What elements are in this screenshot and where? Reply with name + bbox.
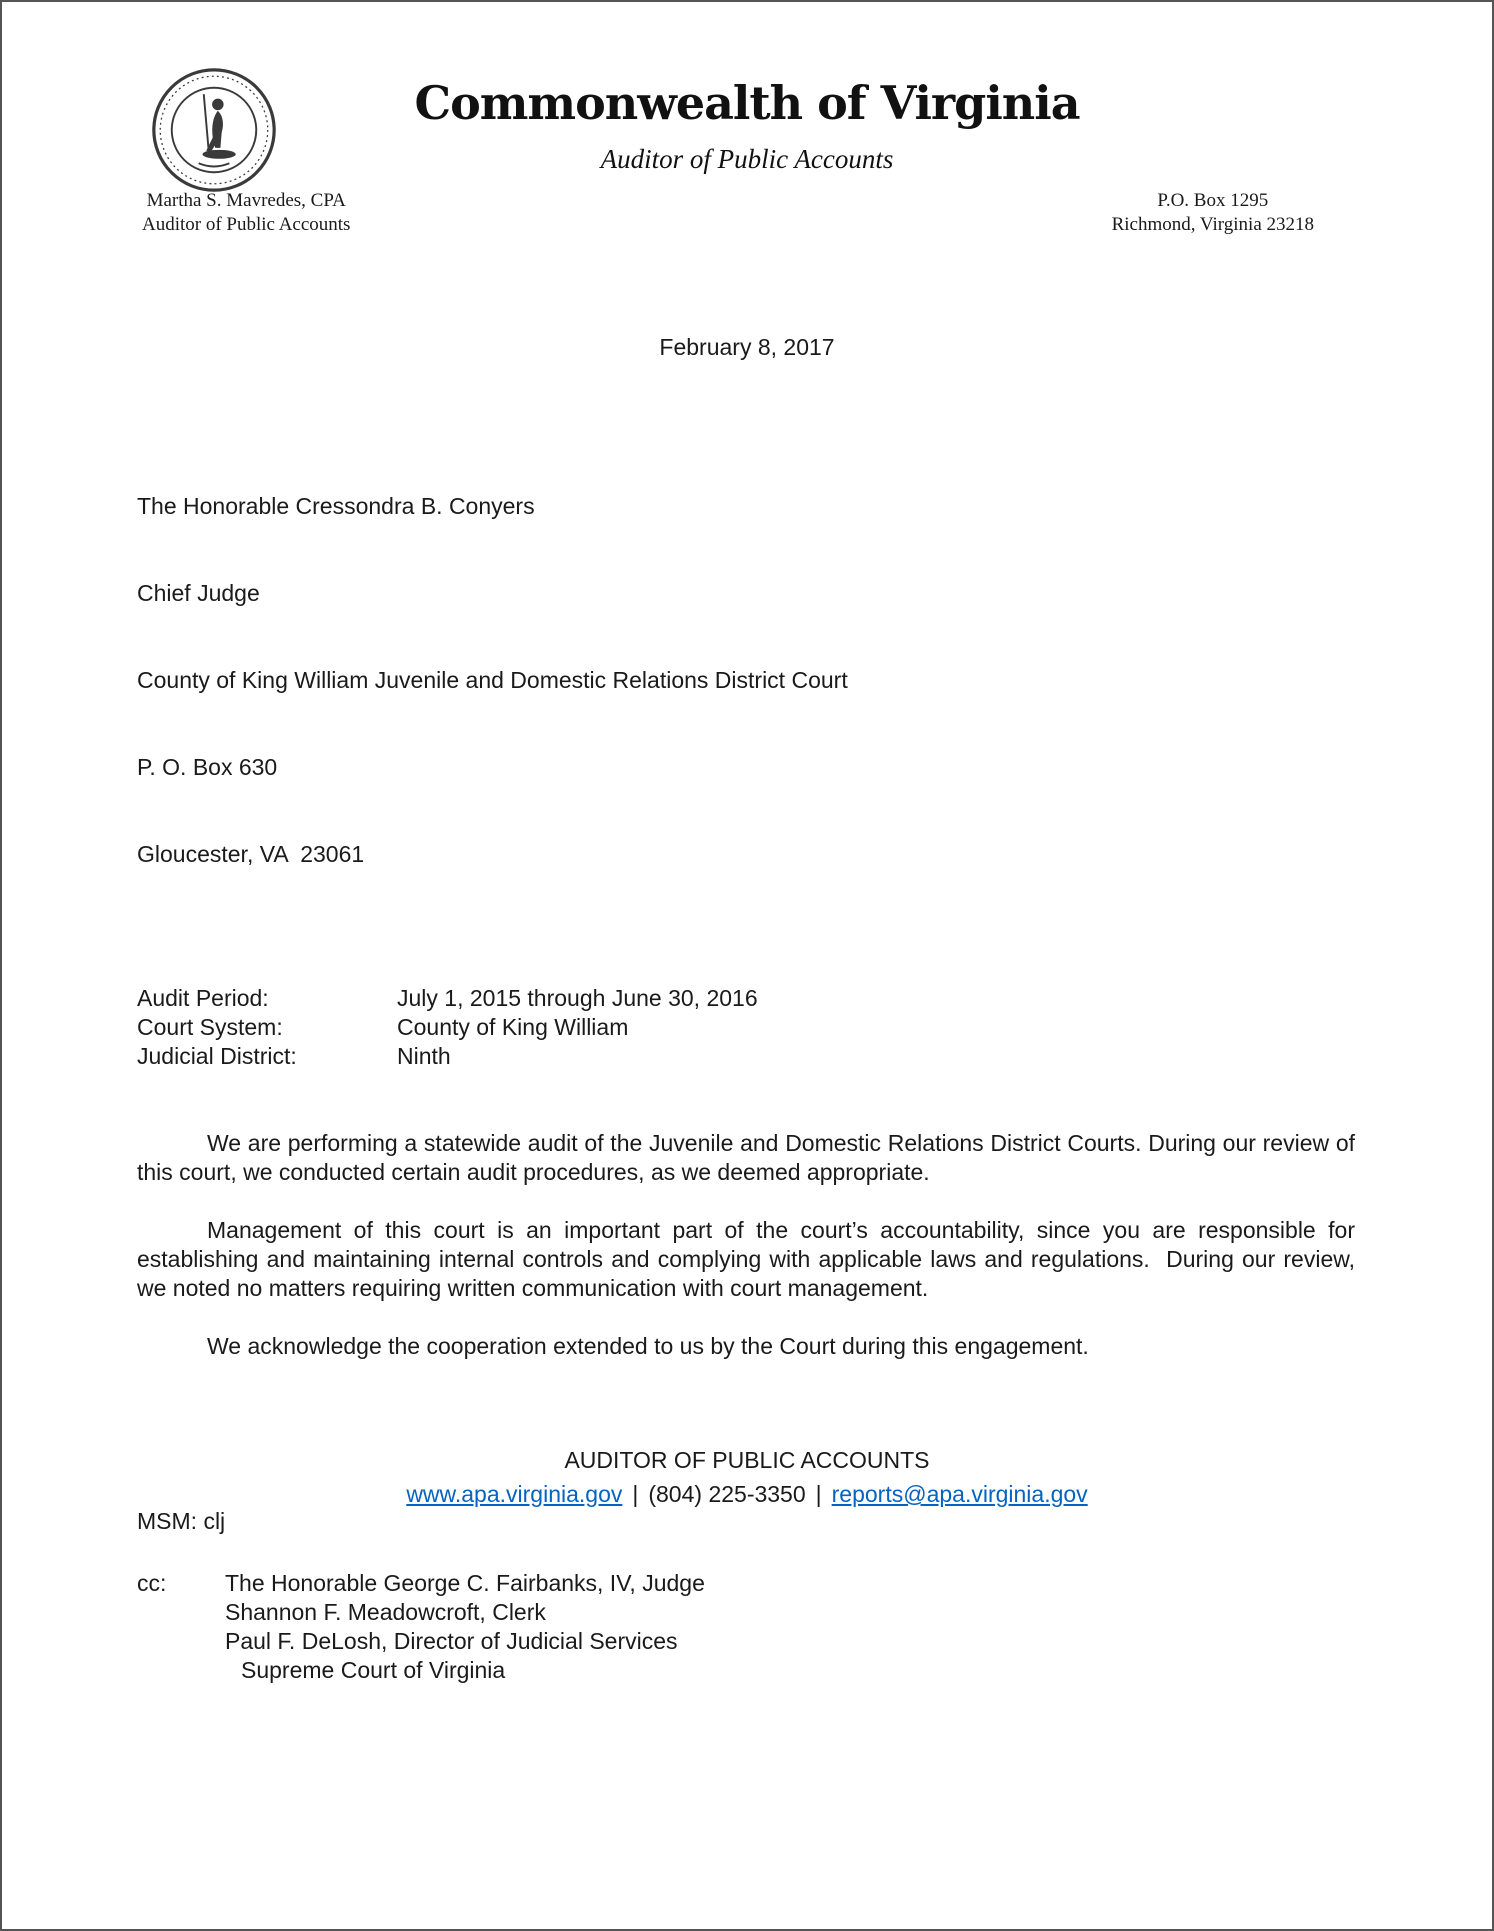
office-address [1112,189,1314,237]
footer-email-link[interactable]: reports@apa.virginia.gov [831,1481,1088,1507]
cc-name-clerk: Shannon F. Meadowcroft, Clerk [225,1599,546,1625]
address-city: Richmond, Virginia 23218 [1111,214,1314,235]
recipient-court: County of King William Juvenile and Domestic Relations District Court [137,667,848,693]
footer-website-link[interactable]: www.apa.virginia.gov [406,1481,623,1507]
recipient-title: Chief Judge [137,580,260,606]
cc-name-director: Paul F. DeLosh, Director of Judicial Services [225,1628,678,1654]
cc-label: cc: [137,1570,167,1596]
body-paragraph-1: We are performing a statewide audit of the Juvenile and Domestic Relations District Courts. During our review of this court, we conducted certain audit procedures, as we deemed appropriate. [137,1130,1362,1185]
cc-names [225,1569,705,1685]
org-subtitle: Auditor of Public Accounts [600,144,894,174]
org-title: Commonwealth of Virginia [414,76,1080,130]
letter-date: February 8, 2017 [659,334,835,360]
recipient-po-box: P. O. Box 630 [137,754,278,780]
detail-row-audit-period [137,984,1355,1013]
detail-value: County of King William [397,1014,629,1040]
address-po-box: P.O. Box 1295 [1157,190,1269,211]
page-footer [2,1480,1492,1509]
reference-initials: MSM: clj [137,1508,226,1534]
detail-label: Judicial District: [137,1043,297,1069]
body-paragraph-3: We acknowledge the cooperation extended to us by the Court during this engagement. [207,1333,1089,1359]
detail-row-court-system [137,1013,1355,1042]
letterhead [2,2,1492,237]
footer-separator: | [632,1481,639,1507]
auditor-title: Auditor of Public Accounts [142,214,351,235]
body-paragraph-2: Management of this court is an important part of the court’s accountability, since you are responsible for establishing and maintaining internal controls and complying with applicable laws and regulations. During our review, we noted no matters requiring written communication with court management. [137,1217,1362,1301]
auditor-name: Martha S. Mavredes, CPA [146,190,346,211]
virginia-seal-icon [150,66,278,194]
footer-separator: | [815,1481,822,1507]
cc-name-judge: The Honorable George C. Fairbanks, IV, Judge [225,1570,705,1596]
letterhead-contact-row [2,189,1492,237]
detail-label: Court System: [137,1014,283,1040]
detail-value: July 1, 2015 through June 30, 2016 [397,985,758,1011]
audit-details [137,984,1355,1071]
cc-name-supreme-court: Supreme Court of Virginia [241,1657,506,1683]
detail-value: Ninth [397,1043,451,1069]
detail-row-judicial-district [137,1042,1355,1071]
recipient-address-block [137,434,1355,927]
closing-signature-block: AUDITOR OF PUBLIC ACCOUNTS [564,1447,930,1473]
recipient-city-state-zip: Gloucester, VA 23061 [137,841,365,867]
auditor-identity [142,189,350,237]
footer-phone: (804) 225-3350 [648,1481,806,1507]
detail-label: Audit Period: [137,985,269,1011]
cc-block [137,1569,1355,1685]
recipient-name: The Honorable Cressondra B. Conyers [137,493,535,519]
